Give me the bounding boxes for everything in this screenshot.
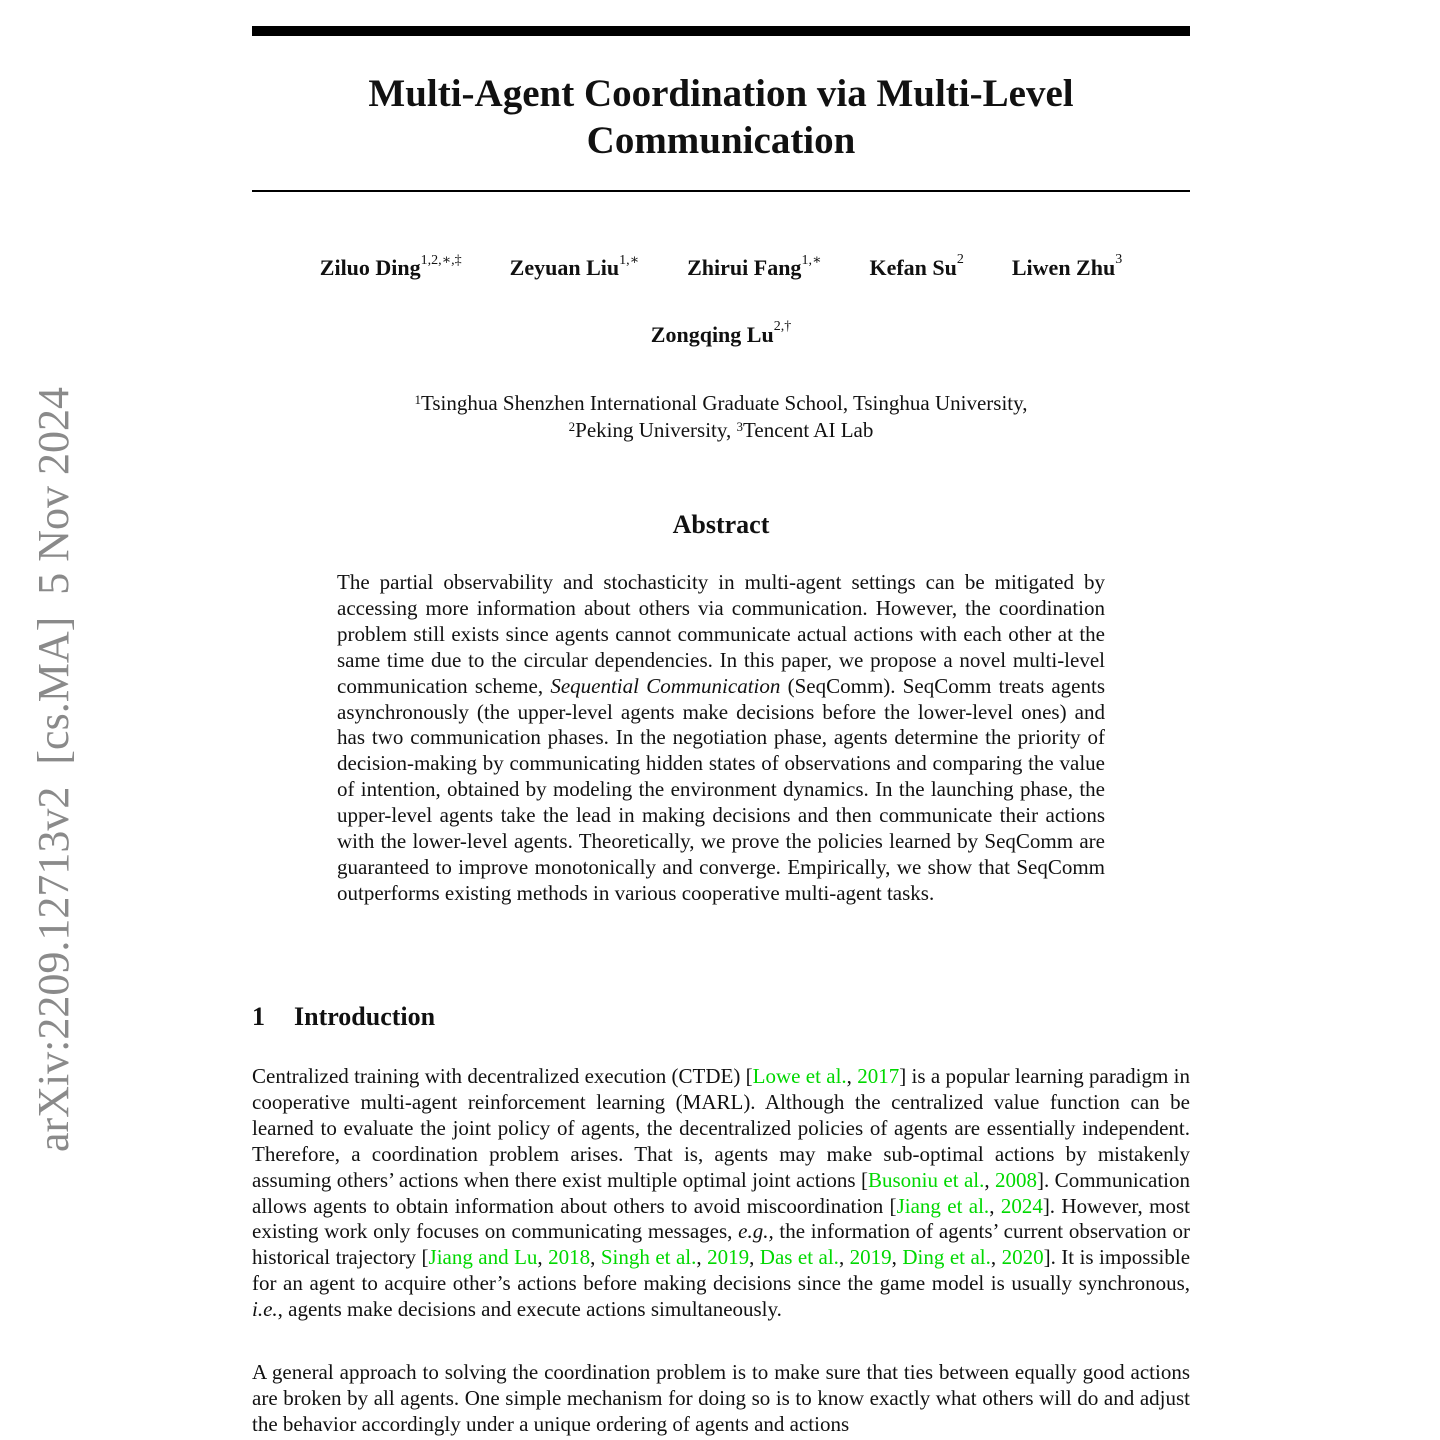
arxiv-stamp <box>28 330 78 1152</box>
citation-link[interactable]: Jiang and Lu <box>428 1245 538 1270</box>
section-number: 1 <box>252 1002 265 1031</box>
author: Zhirui Fang$^{1,∗}$ <box>687 253 822 280</box>
author: Ziluo Ding$^{1,2,∗,\ddagger}$ <box>319 253 462 280</box>
abstract-heading: Abstract <box>672 510 770 539</box>
citation-link[interactable]: Singh et al. <box>600 1245 697 1270</box>
paper-title: Multi-Agent Coordination via Multi-Level Communication <box>368 72 1074 162</box>
author: Liwen Zhu$^3$ <box>1011 252 1123 280</box>
intro-paragraph-1: Centralized training with decentralized execution (CTDE) [Lowe et al., 2017] is a popular learning paradigm in cooperative multi-agent reinforcement learning (MARL). Although the centralized value function can be learned to evaluate the joint policy of agents, the decentralized policies of agents are essentially independent. Therefore, a coordination problem arises. That is, agents may make sub-optimal actions by mistakenly assuming others’ actions when there exist multiple optimal joint actions [Busoniu et al., 2008]. Communication allows agents to obtain information about others to avoid miscoordination [Jiang et al., 2024]. However, most existing work only focuses on communicating messages, e.g., the information of agents’ current observation or historical trajectory [Jiang and Lu, 2018, Singh et al., 2019, Das et al., 2019, Ding et al., 2020]. It is impossible for an agent to acquire other’s actions before making decisions since the game model is usually synchronous, i.e., agents make decisions and execute actions simultaneously. <box>252 1064 1191 1322</box>
citation-link[interactable]: Das et al. <box>759 1245 839 1270</box>
citation-link[interactable]: Busoniu et al. <box>867 1167 985 1192</box>
citation-link[interactable]: 2017 <box>857 1064 900 1088</box>
top-rule <box>252 26 1190 36</box>
author: Kefan Su$^2$ <box>869 252 964 280</box>
citation-link[interactable]: Lowe et al. <box>752 1064 847 1088</box>
citation-link[interactable]: 2019 <box>849 1245 892 1270</box>
abstract-text: The partial observability and stochasticity in multi-agent settings can be mitigated by accessing more information about others via communication. However, the coordination problem still exists since agents cannot communicate actual actions with each other at the same time due to the circular dependencies. In this paper, we propose a novel multi-level communication scheme, Sequential Communication (SeqComm). SeqComm treats agents asynchronously (the upper-level agents make decisions before the lower-level ones) and has two communication phases. In the negotiation phase, agents determine the priority of decision-making by communicating hidden states of observations and comparing the value of intention, obtained by modeling the environment dynamics. In the launching phase, the upper-level agents take the lead in making decisions and then communicate their actions with the lower-level agents. Theoretically, we prove the policies learned by SeqComm are guaranteed to improve monotonically and converge. Empirically, we show that SeqComm outperforms existing methods in various cooperative multi-agent tasks. <box>337 570 1106 905</box>
citation-link[interactable]: 2024 <box>1000 1193 1043 1218</box>
section-heading <box>252 1002 435 1032</box>
citation-link[interactable]: 2020 <box>1001 1245 1044 1270</box>
author-list-line-2 <box>252 319 1190 348</box>
title-rule <box>252 190 1190 192</box>
author: Zongqing $Lu^{2,\dagger}$ <box>650 319 792 347</box>
citation-link[interactable]: 2018 <box>548 1245 591 1270</box>
citation-link[interactable]: 2008 <box>995 1167 1038 1192</box>
author: Zeyuan Liu$^{1,∗}$ <box>509 253 640 280</box>
author-list <box>252 252 1190 281</box>
arxiv-identifier: arXiv:2209.12713v2 [cs.MA] 5 Nov 2024 <box>29 386 78 1152</box>
citation-link[interactable]: Jiang et al. <box>896 1193 990 1218</box>
intro-paragraph-2: A general approach to solving the coordination problem is to make sure that ties between equally good actions are broken by all agents. One simple mechanism for doing so is to know exactly what others will do and adjust the behavior accordingly under a unique ordering of agents and actions <box>252 1360 1190 1436</box>
citation-link[interactable]: Ding et al. <box>902 1245 991 1270</box>
section-title: Introduction <box>294 1002 436 1031</box>
affiliations: $^1$Tsinghua Shenzhen International Graduate School, Tsinghua University, $^2$Peking University, $^3$Tencent AI Lab <box>414 391 1028 442</box>
citation-link[interactable]: 2019 <box>707 1245 750 1270</box>
